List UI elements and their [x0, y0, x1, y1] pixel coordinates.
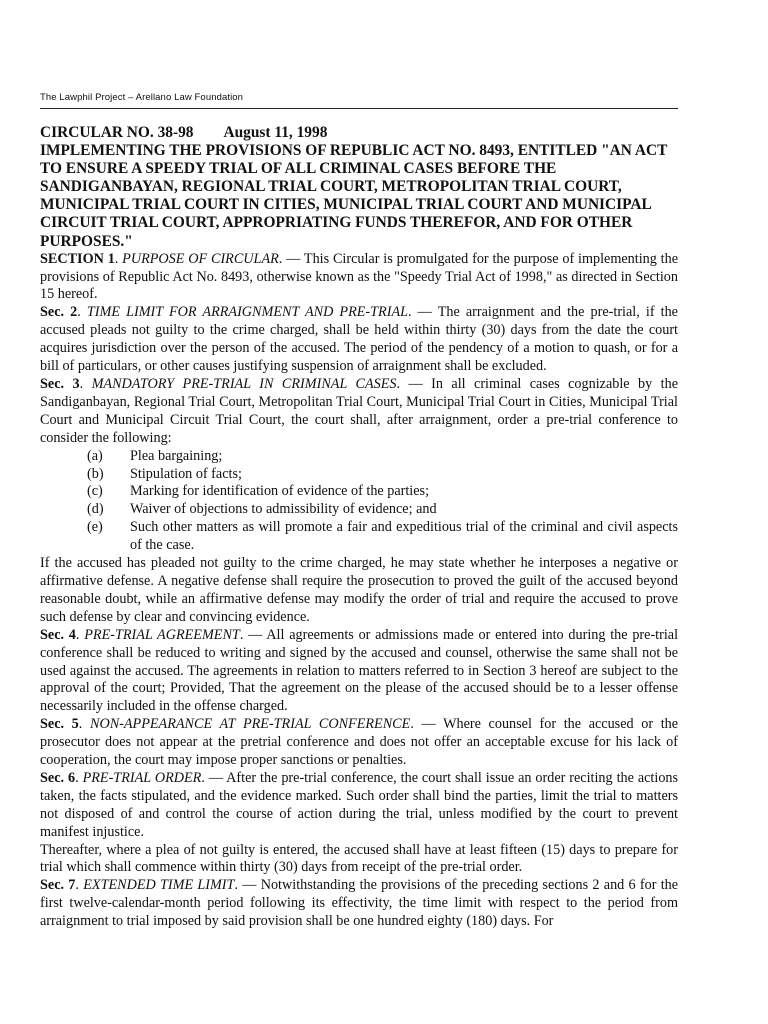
- list-marker: (d): [87, 501, 104, 518]
- list-item: [40, 448, 678, 466]
- section-1: SECTION 1. PURPOSE OF CIRCULAR. — This Circular is promulgated for the purpose of implementing the provisions of Republic Act No. 8493, otherwise known as the "Speedy Trial Act of 1998," as directed in Section 15 hereof.: [40, 250, 678, 303]
- list-marker: (b): [87, 465, 104, 482]
- list-item-text: Plea bargaining;: [130, 447, 223, 464]
- circular-date: August 11, 1998: [223, 124, 328, 141]
- list-item: [40, 501, 678, 519]
- section-2: Sec. 2. TIME LIMIT FOR ARRAIGNMENT AND PRE-TRIAL. — The arraignment and the pre-trial, if the accused pleads not guilty to the crime charged, shall be held within thirty (30) days from the date the court acquires jurisdiction over the person of the accused. The period of the pendency of a motion to quash, or for a bill of particulars, or other causes justifying suspension of arraignment shall be excluded.: [40, 304, 678, 375]
- pretrial-items-list: [40, 448, 678, 555]
- document-title: [40, 124, 678, 251]
- section-text: — All agreements or admissions made or entered into during the pre-trial conference shall be reduced to writing and signed by the accused and counsel, otherwise the same shall not be used against the accused. The agreements in relation to matters referred to in Section 3 hereof are subject to the approval of the court; Provided, That the agreement on the please of the accused should be to a lesser offense necessarily included in the offense charged.: [40, 626, 679, 715]
- section-label: SECTION 1: [40, 250, 115, 267]
- list-item-text: Waiver of objections to admissibility of evidence; and: [130, 501, 437, 518]
- list-item: [40, 483, 678, 501]
- section-text: — This Circular is promulgated for the purpose of implementing the provisions of Republic Act No. 8493, otherwise known as the "Speedy Trial Act of 1998," as directed in Section 15 hereof.: [40, 250, 678, 303]
- section-title: PRE-TRIAL ORDER: [82, 769, 202, 786]
- section-title: PRE-TRIAL AGREEMENT: [84, 626, 240, 643]
- running-head: The Lawphil Project – Arellano Law Foundation: [40, 92, 678, 109]
- document-body: [40, 124, 678, 931]
- section-label: Sec. 3: [40, 376, 80, 392]
- section-text: — The arraignment and the pre-trial, if the accused pleads not guilty to the crime charged, shall be held within thirty (30) days from the date the court acquires jurisdiction over the person of the accused. The period of the pendency of a motion to quash, or for a bill of particulars, or other causes justifying suspension of arraignment shall be excluded.: [40, 304, 678, 375]
- section-text: — Notwithstanding the provisions of the preceding sections 2 and 6 for the first twelve-calendar-month period following its effectivity, the time limit with respect to the period from arraignment to trial imposed by said provision shall be one hundred eighty (180) days. For: [40, 877, 679, 930]
- list-marker: (c): [87, 483, 103, 500]
- section-title: TIME LIMIT FOR ARRAIGNMENT AND PRE-TRIAL: [86, 304, 408, 321]
- section-3: Sec. 3. MANDATORY PRE-TRIAL IN CRIMINAL CASES. — In all criminal cases cognizable by the Sandiganbayan, Regional Trial Court, Metropolitan Trial Court, Municipal Trial Court in Cities, Municipal Trial Court and Municipal Circuit Trial Court, the court shall, after arraignment, order a pre-trial conference to consider the following:: [40, 376, 678, 446]
- section-7: Sec. 7. EXTENDED TIME LIMIT. — Notwithstanding the provisions of the preceding sections 2 and 6 for the first twelve-calendar-month period following its effectivity, the time limit with respect to the period from arraignment to trial imposed by said provision shall be one hundred eighty (180) days. For: [40, 877, 679, 930]
- circular-heading: IMPLEMENTING THE PROVISIONS OF REPUBLIC ACT NO. 8493, ENTITLED "AN ACT TO ENSURE A SPEEDY TRIAL OF ALL CRIMINAL CASES BEFORE THE SANDIGANBAYAN, REGIONAL TRIAL COURT, METROPOLITAN TRIAL COURT, MUNICIPAL TRIAL COURT IN CITIES, MUNICIPAL TRIAL COURT AND MUNICIPAL CIRCUIT TRIAL COURT, APPROPRIATING FUNDS THEREFOR, AND FOR OTHER PURPOSES.": [40, 142, 668, 250]
- circular-number: CIRCULAR NO. 38-98: [40, 124, 194, 141]
- section-label: Sec. 5: [40, 716, 79, 733]
- section-label: Sec. 2: [40, 304, 78, 321]
- list-item: [40, 519, 678, 555]
- list-marker: (a): [87, 447, 103, 464]
- section-4: Sec. 4. PRE-TRIAL AGREEMENT. — All agreements or admissions made or entered into during the pre-trial conference shall be reduced to writing and signed by the accused and counsel, otherwise the same shall not be used against the accused. The agreements in relation to matters referred to in Section 3 hereof are subject to the approval of the court; Provided, That the agreement on the please of the accused should be to a lesser offense necessarily included in the offense charged.: [40, 626, 679, 715]
- section-5: Sec. 5. NON-APPEARANCE AT PRE-TRIAL CONFERENCE. — Where counsel for the accused or the prosecutor does not appear at the pretrial conference and does not offer an acceptable excuse for his lack of cooperation, the court may impose proper sanctions or penalties.: [40, 716, 679, 769]
- list-marker: (e): [87, 519, 103, 536]
- section-text: — Where counsel for the accused or the prosecutor does not appear at the pretrial conference and does not offer an acceptable excuse for his lack of cooperation, the court may impose proper sanctions or penalties.: [40, 716, 679, 769]
- section-6-continuation: Thereafter, where a plea of not guilty is entered, the accused shall have at least fifteen (15) days to prepare for trial which shall commence within thirty (30) days from receipt of the pre-trial order.: [40, 841, 678, 876]
- list-item-text: Stipulation of facts;: [130, 465, 242, 482]
- section-label: Sec. 4: [40, 626, 76, 643]
- section-text: — After the pre-trial conference, the court shall issue an order reciting the actions taken, the facts stipulated, and the evidence marked. Such order shall bind the parties, limit the trial to matters not disposed of and control the course of action during the trial, unless modified by the court to prevent manifest injustice.: [40, 769, 679, 840]
- list-item: [40, 466, 678, 484]
- list-item-text: Marking for identification of evidence of the parties;: [130, 483, 430, 500]
- section-label: Sec. 6: [40, 769, 76, 786]
- list-item-text: Such other matters as will promote a fair and expeditious trial of the criminal and civil aspects of the case.: [130, 519, 678, 554]
- section-6: Sec. 6. PRE-TRIAL ORDER. — After the pre-trial conference, the court shall issue an order reciting the actions taken, the facts stipulated, and the evidence marked. Such order shall bind the parties, limit the trial to matters not disposed of and control the course of action during the trial, unless modified by the court to prevent manifest injustice.: [40, 769, 679, 840]
- section-text: — In all criminal cases cognizable by the Sandiganbayan, Regional Trial Court, Metropolitan Trial Court, Municipal Trial Court in Cities, Municipal Trial Court and Municipal Circuit Trial Court, the court shall, after arraignment, order a pre-trial conference to consider the following:: [40, 376, 678, 446]
- section-label: Sec. 7: [40, 877, 76, 894]
- section-title: NON-APPEARANCE AT PRE-TRIAL CONFERENCE: [89, 716, 411, 733]
- section-title: PURPOSE OF CIRCULAR: [122, 250, 279, 267]
- section-title: MANDATORY PRE-TRIAL IN CRIMINAL CASES: [91, 376, 397, 392]
- section-title: EXTENDED TIME LIMIT: [83, 877, 235, 894]
- section-3-continuation: If the accused has pleaded not guilty to the crime charged, he may state whether he interposes a negative or affirmative defense. A negative defense shall require the prosecution to proved the guilt of the accused beyond reasonable doubt, while an affirmative defense may modify the order of trial and require the accused to prove such defense by clear and convincing evidence.: [40, 555, 678, 625]
